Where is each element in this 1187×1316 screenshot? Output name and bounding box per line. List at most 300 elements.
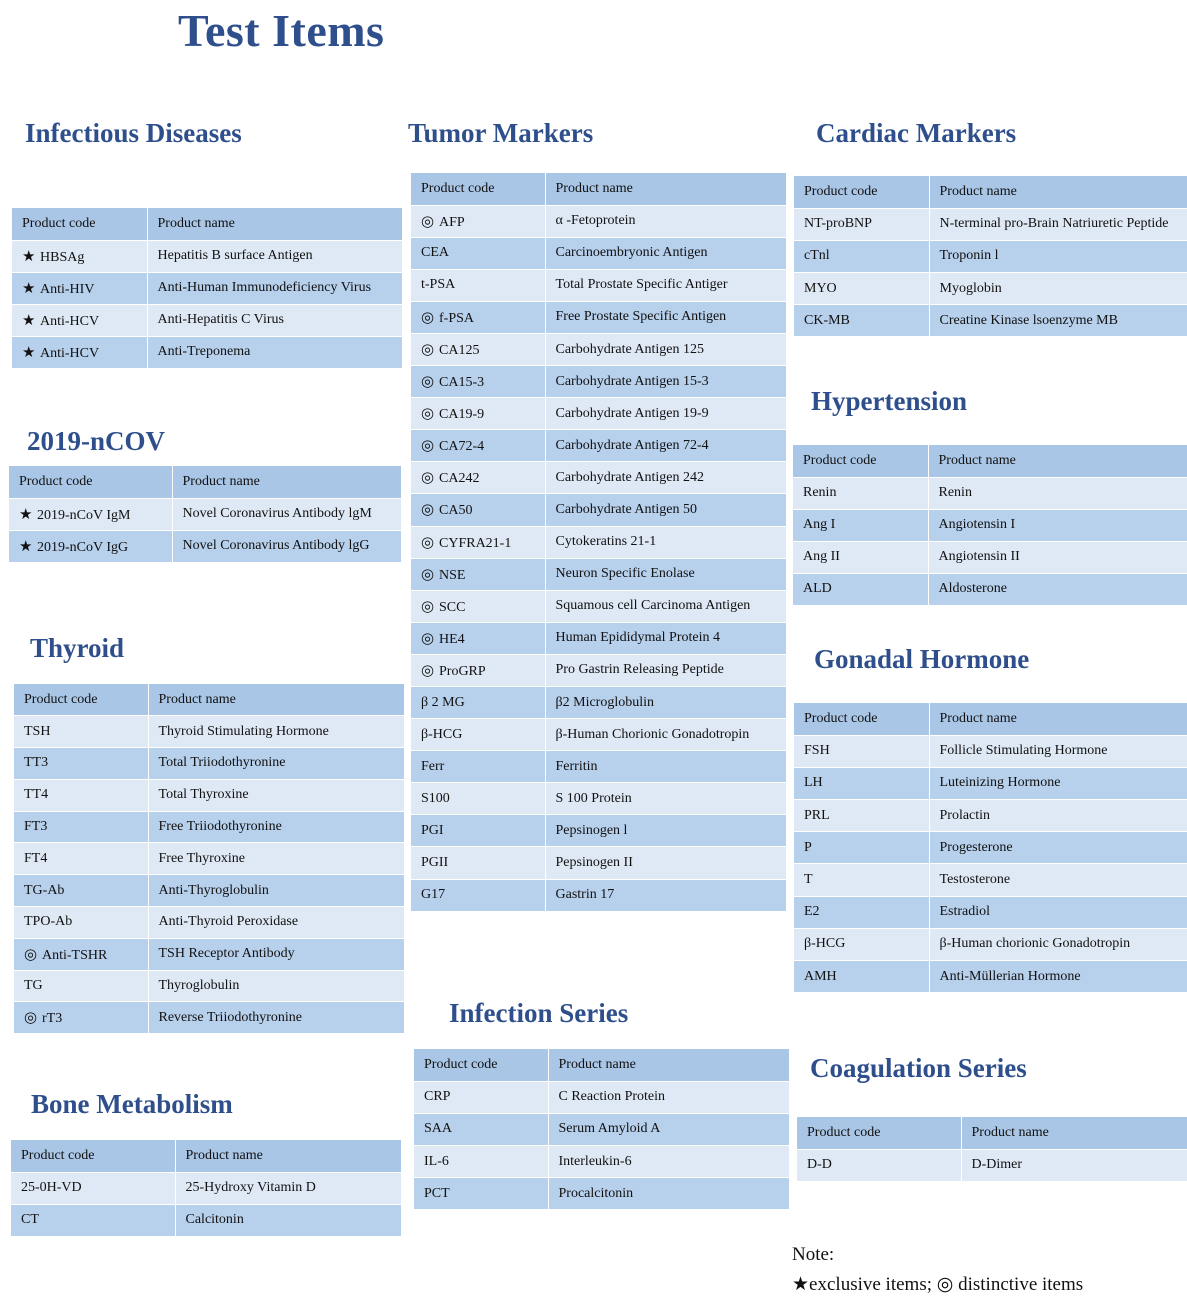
table-row bbox=[793, 573, 1187, 605]
table-row bbox=[411, 654, 786, 686]
product-name-cell: Luteinizing Hormone bbox=[929, 767, 1187, 799]
product-code: HBSAg bbox=[40, 249, 85, 265]
product-code: TT4 bbox=[24, 787, 49, 803]
table-row bbox=[411, 783, 786, 815]
table-row bbox=[411, 398, 786, 430]
table-row bbox=[14, 970, 404, 1002]
product-name-cell: Testosterone bbox=[929, 864, 1187, 896]
product-name-cell: Anti-Human Immunodeficiency Virus bbox=[147, 272, 402, 304]
product-name-cell: Calcitonin bbox=[175, 1204, 401, 1236]
product-name-cell: TSH Receptor Antibody bbox=[148, 938, 404, 970]
table-header-row bbox=[794, 176, 1187, 208]
product-code: β 2 MG bbox=[421, 694, 465, 710]
product-name-cell: Total Triiodothyronine bbox=[148, 748, 404, 780]
product-code-cell bbox=[411, 269, 545, 301]
product-code: FT4 bbox=[24, 850, 48, 866]
table-row bbox=[411, 847, 786, 879]
double-circle-icon: ◎ bbox=[936, 1274, 954, 1295]
product-code-cell bbox=[411, 654, 545, 686]
table-row bbox=[14, 748, 404, 780]
product-name-cell: Thyroid Stimulating Hormone bbox=[148, 716, 404, 748]
product-code: β-HCG bbox=[804, 936, 846, 952]
product-code: rT3 bbox=[42, 1011, 63, 1027]
product-code: Anti-HCV bbox=[40, 313, 100, 329]
table-row bbox=[794, 240, 1187, 272]
product-code: f-PSA bbox=[439, 310, 475, 326]
table-row bbox=[411, 751, 786, 783]
product-name-cell: Carbohydrate Antigen 50 bbox=[545, 494, 786, 526]
product-name-cell: Total Thyroxine bbox=[148, 779, 404, 811]
product-code-cell bbox=[411, 366, 545, 398]
product-name-cell: Novel Coronavirus Antibody lgG bbox=[172, 530, 401, 562]
product-code-cell bbox=[411, 751, 545, 783]
product-code-cell bbox=[794, 928, 929, 960]
page-title: Test Items bbox=[178, 5, 385, 56]
table-header-row bbox=[414, 1049, 789, 1081]
product-name-cell: Interleukin-6 bbox=[548, 1146, 789, 1178]
column-header-product-code: Product code bbox=[794, 703, 929, 735]
product-code: LH bbox=[804, 775, 823, 791]
product-code-cell bbox=[411, 622, 545, 654]
hypertension-table bbox=[793, 445, 1187, 606]
product-code-cell bbox=[793, 477, 928, 509]
table-row bbox=[411, 687, 786, 719]
product-code: Anti-HCV bbox=[40, 345, 100, 361]
table-row bbox=[411, 269, 786, 301]
table-row bbox=[794, 767, 1187, 799]
product-name-cell: Free Prostate Specific Antigen bbox=[545, 301, 786, 333]
star-icon: ★ bbox=[792, 1274, 810, 1295]
product-code-cell bbox=[11, 1204, 175, 1236]
table-row bbox=[14, 907, 404, 939]
product-code: MYO bbox=[804, 280, 837, 296]
product-code-cell bbox=[414, 1113, 548, 1145]
product-code-cell bbox=[794, 864, 929, 896]
product-code: CA19-9 bbox=[439, 407, 485, 423]
star-icon: ★ bbox=[19, 506, 33, 523]
star-icon: ★ bbox=[22, 312, 36, 329]
product-code: FT3 bbox=[24, 819, 48, 835]
product-code-cell bbox=[411, 430, 545, 462]
product-code-cell bbox=[9, 530, 172, 562]
column-header-product-name: Product name bbox=[548, 1049, 789, 1081]
product-code-cell bbox=[12, 336, 147, 368]
product-code-cell bbox=[411, 687, 545, 719]
product-name-cell: Human Epididymal Protein 4 bbox=[545, 622, 786, 654]
double-circle-icon: ◎ bbox=[421, 598, 435, 615]
table-row bbox=[414, 1081, 789, 1113]
product-code: PGII bbox=[421, 855, 449, 871]
product-code-cell bbox=[411, 879, 545, 911]
product-name-cell: Anti-Treponema bbox=[147, 336, 402, 368]
product-code: CYFRA21-1 bbox=[439, 535, 512, 551]
column-header-product-name: Product name bbox=[545, 173, 786, 205]
product-code-cell bbox=[14, 748, 148, 780]
table-header-row bbox=[14, 684, 404, 716]
product-code-cell bbox=[794, 305, 929, 337]
product-code-cell bbox=[794, 961, 929, 993]
table-row bbox=[14, 716, 404, 748]
product-code: S100 bbox=[421, 790, 450, 806]
product-code-cell bbox=[14, 843, 148, 875]
product-name-cell: β2 Microglobulin bbox=[545, 687, 786, 719]
table-row bbox=[411, 494, 786, 526]
product-code: CA50 bbox=[439, 503, 473, 519]
product-code: TSH bbox=[24, 723, 51, 739]
product-code: CA242 bbox=[439, 471, 480, 487]
product-code-cell bbox=[411, 783, 545, 815]
column-header-product-name: Product name bbox=[172, 466, 401, 498]
product-code-cell bbox=[411, 590, 545, 622]
product-code: NT-proBNP bbox=[804, 216, 872, 232]
product-name-cell: Novel Coronavirus Antibody lgM bbox=[172, 498, 401, 530]
section-title-hypertension: Hypertension bbox=[811, 386, 968, 416]
table-row bbox=[414, 1113, 789, 1145]
product-code-cell bbox=[794, 832, 929, 864]
table-row bbox=[14, 811, 404, 843]
exclusive-items-label: exclusive items; bbox=[809, 1274, 932, 1295]
product-code: FSH bbox=[804, 743, 830, 759]
product-code-cell bbox=[414, 1178, 548, 1210]
column-header-product-name: Product name bbox=[148, 684, 404, 716]
product-code: PCT bbox=[424, 1185, 450, 1201]
table-row bbox=[794, 208, 1187, 240]
product-code: CEA bbox=[421, 245, 449, 261]
infection-series-table bbox=[414, 1049, 789, 1210]
table-row bbox=[12, 336, 402, 368]
table-row bbox=[414, 1146, 789, 1178]
table-row bbox=[411, 462, 786, 494]
note-legend-line bbox=[792, 1270, 1083, 1300]
product-code: CA15-3 bbox=[439, 375, 485, 391]
section-title-thyroid: Thyroid bbox=[30, 633, 125, 663]
product-code: NSE bbox=[439, 567, 466, 583]
product-name-cell: Follicle Stimulating Hormone bbox=[929, 735, 1187, 767]
product-name-cell: Anti-Thyroglobulin bbox=[148, 875, 404, 907]
product-code-cell bbox=[411, 815, 545, 847]
product-code: TG bbox=[24, 978, 43, 994]
double-circle-icon: ◎ bbox=[24, 946, 38, 963]
product-name-cell: Carbohydrate Antigen 242 bbox=[545, 462, 786, 494]
star-icon: ★ bbox=[22, 344, 36, 361]
product-code-cell bbox=[794, 735, 929, 767]
product-name-cell: Free Triiodothyronine bbox=[148, 811, 404, 843]
product-code: ProGRP bbox=[439, 663, 486, 679]
product-name-cell: Angiotensin I bbox=[928, 509, 1187, 541]
section-title-infection-series: Infection Series bbox=[449, 998, 629, 1028]
table-row bbox=[414, 1178, 789, 1210]
column-header-product-code: Product code bbox=[793, 445, 928, 477]
product-name-cell: Angiotensin II bbox=[928, 541, 1187, 573]
product-code: CA125 bbox=[439, 343, 480, 359]
product-code-cell bbox=[794, 896, 929, 928]
column-header-product-code: Product code bbox=[12, 208, 147, 240]
product-code-cell bbox=[794, 208, 929, 240]
section-title-gonadal-hormone: Gonadal Hormone bbox=[814, 644, 1030, 674]
product-name-cell: Gastrin 17 bbox=[545, 879, 786, 911]
table-row bbox=[794, 800, 1187, 832]
table-row bbox=[411, 205, 786, 237]
product-name-cell: Anti-Thyroid Peroxidase bbox=[148, 907, 404, 939]
product-code: PRL bbox=[804, 807, 830, 823]
product-code: T bbox=[804, 872, 813, 888]
product-name-cell: Ferritin bbox=[545, 751, 786, 783]
column-header-product-code: Product code bbox=[794, 176, 929, 208]
product-code-cell bbox=[414, 1146, 548, 1178]
column-header-product-code: Product code bbox=[11, 1140, 175, 1172]
double-circle-icon: ◎ bbox=[421, 438, 435, 455]
product-code-cell bbox=[794, 800, 929, 832]
section-title-bone-metabolism: Bone Metabolism bbox=[31, 1089, 233, 1119]
product-code: Renin bbox=[803, 485, 837, 500]
product-name-cell: S 100 Protein bbox=[545, 783, 786, 815]
double-circle-icon: ◎ bbox=[421, 213, 435, 230]
table-row bbox=[411, 366, 786, 398]
column-header-product-name: Product name bbox=[147, 208, 402, 240]
product-name-cell: Squamous cell Carcinoma Antigen bbox=[545, 590, 786, 622]
table-row bbox=[794, 961, 1187, 993]
table-row bbox=[12, 304, 402, 336]
double-circle-icon: ◎ bbox=[421, 309, 435, 326]
product-name-cell: Creatine Kinase lsoenzyme MB bbox=[929, 305, 1187, 337]
double-circle-icon: ◎ bbox=[421, 342, 435, 359]
product-name-cell: Myoglobin bbox=[929, 273, 1187, 305]
product-name-cell: Serum Amyloid A bbox=[548, 1113, 789, 1145]
product-code: Ang II bbox=[803, 549, 840, 564]
thyroid-table bbox=[14, 684, 404, 1034]
product-code-cell bbox=[411, 301, 545, 333]
ncov-table bbox=[9, 466, 401, 563]
column-header-product-name: Product name bbox=[929, 703, 1187, 735]
product-name-cell: β-Human chorionic Gonadotropin bbox=[929, 928, 1187, 960]
table-header-row bbox=[9, 466, 401, 498]
product-code-cell bbox=[793, 541, 928, 573]
table-header-row bbox=[797, 1117, 1187, 1149]
product-code: CRP bbox=[424, 1089, 451, 1105]
product-code-cell bbox=[411, 719, 545, 751]
column-header-product-code: Product code bbox=[14, 684, 148, 716]
table-row bbox=[14, 779, 404, 811]
product-code: ALD bbox=[803, 581, 832, 596]
double-circle-icon: ◎ bbox=[421, 630, 435, 647]
table-row bbox=[797, 1149, 1187, 1181]
product-code-cell bbox=[9, 498, 172, 530]
product-name-cell: Estradiol bbox=[929, 896, 1187, 928]
table-row bbox=[411, 815, 786, 847]
product-name-cell: Pepsinogen l bbox=[545, 815, 786, 847]
table-row bbox=[411, 719, 786, 751]
product-code-cell bbox=[11, 1172, 175, 1204]
product-code: Anti-TSHR bbox=[42, 947, 108, 963]
product-code: IL-6 bbox=[424, 1153, 449, 1169]
product-name-cell: α -Fetoprotein bbox=[545, 205, 786, 237]
table-row bbox=[794, 928, 1187, 960]
legend-note bbox=[792, 1240, 1083, 1300]
product-code: CT bbox=[21, 1212, 39, 1227]
product-code-cell bbox=[12, 272, 147, 304]
section-title-infectious-diseases: Infectious Diseases bbox=[25, 118, 242, 148]
column-header-product-code: Product code bbox=[797, 1117, 961, 1149]
table-row bbox=[411, 622, 786, 654]
product-name-cell: Troponin l bbox=[929, 240, 1187, 272]
star-icon: ★ bbox=[22, 280, 36, 297]
table-row bbox=[9, 530, 401, 562]
product-code-cell bbox=[411, 494, 545, 526]
product-code-cell bbox=[411, 333, 545, 365]
section-title-tumor-markers: Tumor Markers bbox=[408, 118, 594, 148]
star-icon: ★ bbox=[22, 248, 36, 265]
product-code-cell bbox=[14, 1002, 148, 1034]
product-name-cell: Pepsinogen II bbox=[545, 847, 786, 879]
product-name-cell: Reverse Triiodothyronine bbox=[148, 1002, 404, 1034]
cardiac-markers-table bbox=[794, 176, 1187, 337]
product-code-cell bbox=[797, 1149, 961, 1181]
product-code-cell bbox=[411, 398, 545, 430]
column-header-product-name: Product name bbox=[929, 176, 1187, 208]
product-name-cell: 25-Hydroxy Vitamin D bbox=[175, 1172, 401, 1204]
product-code-cell bbox=[14, 875, 148, 907]
product-name-cell: Progesterone bbox=[929, 832, 1187, 864]
table-row bbox=[12, 272, 402, 304]
double-circle-icon: ◎ bbox=[421, 534, 435, 551]
double-circle-icon: ◎ bbox=[421, 374, 435, 391]
product-name-cell: Carbohydrate Antigen 125 bbox=[545, 333, 786, 365]
product-code: TPO-Ab bbox=[24, 914, 73, 930]
gonadal-hormone-table bbox=[794, 703, 1187, 993]
table-header-row bbox=[411, 173, 786, 205]
product-code: D-D bbox=[807, 1157, 832, 1172]
product-code-cell bbox=[411, 205, 545, 237]
product-code: t-PSA bbox=[421, 277, 456, 293]
product-name-cell: Anti-Hepatitis C Virus bbox=[147, 304, 402, 336]
table-row bbox=[411, 430, 786, 462]
table-row bbox=[794, 896, 1187, 928]
product-name-cell: D-Dimer bbox=[961, 1149, 1187, 1181]
table-row bbox=[14, 843, 404, 875]
table-row bbox=[11, 1204, 401, 1236]
product-name-cell: Renin bbox=[928, 477, 1187, 509]
product-code-cell bbox=[794, 273, 929, 305]
table-row bbox=[14, 875, 404, 907]
product-code-cell bbox=[14, 938, 148, 970]
product-name-cell: Carcinoembryonic Antigen bbox=[545, 237, 786, 269]
product-name-cell: C Reaction Protein bbox=[548, 1081, 789, 1113]
table-row bbox=[411, 333, 786, 365]
product-code: SAA bbox=[424, 1121, 453, 1137]
product-name-cell: β-Human Chorionic Gonadotropin bbox=[545, 719, 786, 751]
product-name-cell: Total Prostate Specific Antiger bbox=[545, 269, 786, 301]
product-code-cell bbox=[411, 847, 545, 879]
table-row bbox=[793, 509, 1187, 541]
product-code: 2019-nCoV IgG bbox=[37, 539, 129, 555]
column-header-product-code: Product code bbox=[414, 1049, 548, 1081]
double-circle-icon: ◎ bbox=[421, 502, 435, 519]
table-row bbox=[14, 938, 404, 970]
product-code: TT3 bbox=[24, 755, 49, 771]
table-row bbox=[411, 879, 786, 911]
section-title-2019-ncov: 2019-nCOV bbox=[27, 426, 166, 456]
product-name-cell: Carbohydrate Antigen 72-4 bbox=[545, 430, 786, 462]
table-row bbox=[794, 305, 1187, 337]
product-code: CK-MB bbox=[804, 312, 850, 328]
table-row bbox=[794, 735, 1187, 767]
product-name-cell: Carbohydrate Antigen 19-9 bbox=[545, 398, 786, 430]
bone-metabolism-table bbox=[11, 1140, 401, 1237]
product-code-cell bbox=[14, 811, 148, 843]
product-code: HE4 bbox=[439, 631, 465, 647]
double-circle-icon: ◎ bbox=[24, 1010, 38, 1027]
double-circle-icon: ◎ bbox=[421, 566, 435, 583]
product-name-cell: Hepatitis B surface Antigen bbox=[147, 240, 402, 272]
product-name-cell: N-terminal pro-Brain Natriuretic Peptide bbox=[929, 208, 1187, 240]
double-circle-icon: ◎ bbox=[421, 406, 435, 423]
product-code: SCC bbox=[439, 599, 466, 615]
column-header-product-name: Product name bbox=[961, 1117, 1187, 1149]
product-code: AFP bbox=[439, 214, 465, 230]
double-circle-icon: ◎ bbox=[421, 662, 435, 679]
product-code: cTnl bbox=[804, 248, 830, 264]
tumor-markers-table bbox=[411, 173, 786, 912]
product-name-cell: Neuron Specific Enolase bbox=[545, 558, 786, 590]
product-code: G17 bbox=[421, 887, 446, 903]
product-code-cell bbox=[794, 240, 929, 272]
table-row bbox=[793, 541, 1187, 573]
table-header-row bbox=[12, 208, 402, 240]
product-name-cell: Thyroglobulin bbox=[148, 970, 404, 1002]
note-label: Note: bbox=[792, 1244, 835, 1265]
product-code: PGI bbox=[421, 822, 444, 838]
column-header-product-name: Product name bbox=[928, 445, 1187, 477]
product-code-cell bbox=[794, 767, 929, 799]
product-code-cell bbox=[12, 304, 147, 336]
coagulation-series-table bbox=[797, 1117, 1187, 1182]
product-code-cell bbox=[411, 462, 545, 494]
product-code: Anti-HIV bbox=[40, 281, 95, 297]
table-row bbox=[12, 240, 402, 272]
product-code: Ferr bbox=[421, 758, 445, 774]
product-name-cell: Pro Gastrin Releasing Peptide bbox=[545, 654, 786, 686]
table-row bbox=[9, 498, 401, 530]
table-row bbox=[411, 301, 786, 333]
product-code-cell bbox=[14, 907, 148, 939]
table-row bbox=[793, 477, 1187, 509]
infectious-diseases-table bbox=[12, 208, 402, 369]
table-row bbox=[11, 1172, 401, 1204]
product-code: 2019-nCoV IgM bbox=[37, 507, 131, 523]
product-code: P bbox=[804, 839, 812, 855]
product-code-cell bbox=[414, 1081, 548, 1113]
product-name-cell: Anti-Müllerian Hormone bbox=[929, 961, 1187, 993]
table-header-row bbox=[794, 703, 1187, 735]
product-code: AMH bbox=[804, 968, 837, 984]
section-title-coagulation-series: Coagulation Series bbox=[810, 1053, 1027, 1083]
table-row bbox=[411, 558, 786, 590]
product-name-cell: Free Thyroxine bbox=[148, 843, 404, 875]
distinctive-items-label: distinctive items bbox=[958, 1274, 1084, 1295]
product-name-cell: Cytokeratins 21-1 bbox=[545, 526, 786, 558]
product-code: E2 bbox=[804, 904, 820, 920]
product-code-cell bbox=[14, 779, 148, 811]
double-circle-icon: ◎ bbox=[421, 470, 435, 487]
section-title-cardiac-markers: Cardiac Markers bbox=[816, 118, 1017, 148]
table-row bbox=[411, 526, 786, 558]
product-name-cell: Prolactin bbox=[929, 800, 1187, 832]
product-name-cell: Aldosterone bbox=[928, 573, 1187, 605]
product-code: β-HCG bbox=[421, 726, 463, 742]
product-code-cell bbox=[793, 509, 928, 541]
table-row bbox=[411, 590, 786, 622]
product-code: 25-0H-VD bbox=[21, 1180, 82, 1195]
